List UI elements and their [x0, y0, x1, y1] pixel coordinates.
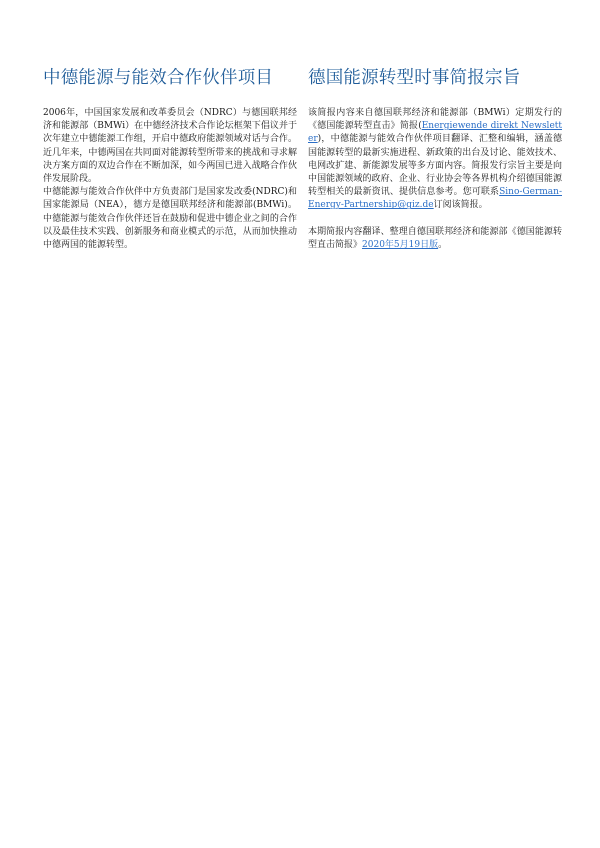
source-text-1: 本期简报内容翻译、整理自德国联邦经济和能源部《德国能源转型直击简报》 — [308, 226, 562, 250]
left-column — [43, 66, 297, 252]
issue-date-link[interactable]: 2020年5月19日版 — [362, 239, 439, 250]
right-column — [308, 66, 562, 252]
partnership-title: 中德能源与能效合作伙伴项目 — [43, 68, 274, 88]
purpose-text-1: 该简报内容来自德国联邦经济和能源部（BMWi）定期发行的《德国能源转型直击》简报( — [308, 108, 562, 132]
purpose-text-2: )，中德能源与能效合作伙伴项目翻译、汇整和编辑，涵盖德国能源转型的最新实施进程、新政策的出台及讨论、能效技术、电网改扩建、新能源发展等多方面内容。简报发行宗旨主要是向中国能源领域的政府、企业、行业协会等各界机构介绍德国能源转型相关的最新资讯、提供信息参考。您可联系 — [308, 134, 562, 198]
purpose-text-3: 订阅该简报。 — [433, 200, 488, 211]
contact-email-link[interactable]: Sino-German-Energy-Partnership@giz.de — [308, 187, 562, 211]
energiewende-newsletter-link[interactable]: Energiewende direkt Newsletter — [308, 121, 562, 145]
source-text-2: 。 — [438, 239, 448, 250]
partnership-history-paragraph: 2006年，中国国家发展和改革委员会（NDRC）与德国联邦经济和能源部（BMWi）在中德经济技术合作论坛框架下倡议并于次年建立中德能源工作组，开启中德政府能源领域对话与合作。近几年来，中德两国在共同面对能源转型所带来的挑战和寻求解决方案方面的双边合作在不断加深，如今两国已进入战略合作伙伴发展阶段。 — [43, 108, 297, 185]
newsletter-purpose-paragraph — [308, 107, 562, 213]
partnership-structure-paragraph: 中德能源与能效合作伙伴中方负责部门是国家发改委(NDRC)和国家能源局（NEA），德方是德国联邦经济和能源部(BMWi)。中德能源与能效合作伙伴还旨在鼓励和促进中德企业之间的合作以及最佳技术实践、创新服务和商业模式的示范，从而加快推动中德两国的能源转型。 — [43, 187, 297, 251]
newsletter-purpose-title: 德国能源转型时事简报宗旨 — [308, 68, 521, 88]
issue-source-paragraph — [308, 226, 562, 252]
